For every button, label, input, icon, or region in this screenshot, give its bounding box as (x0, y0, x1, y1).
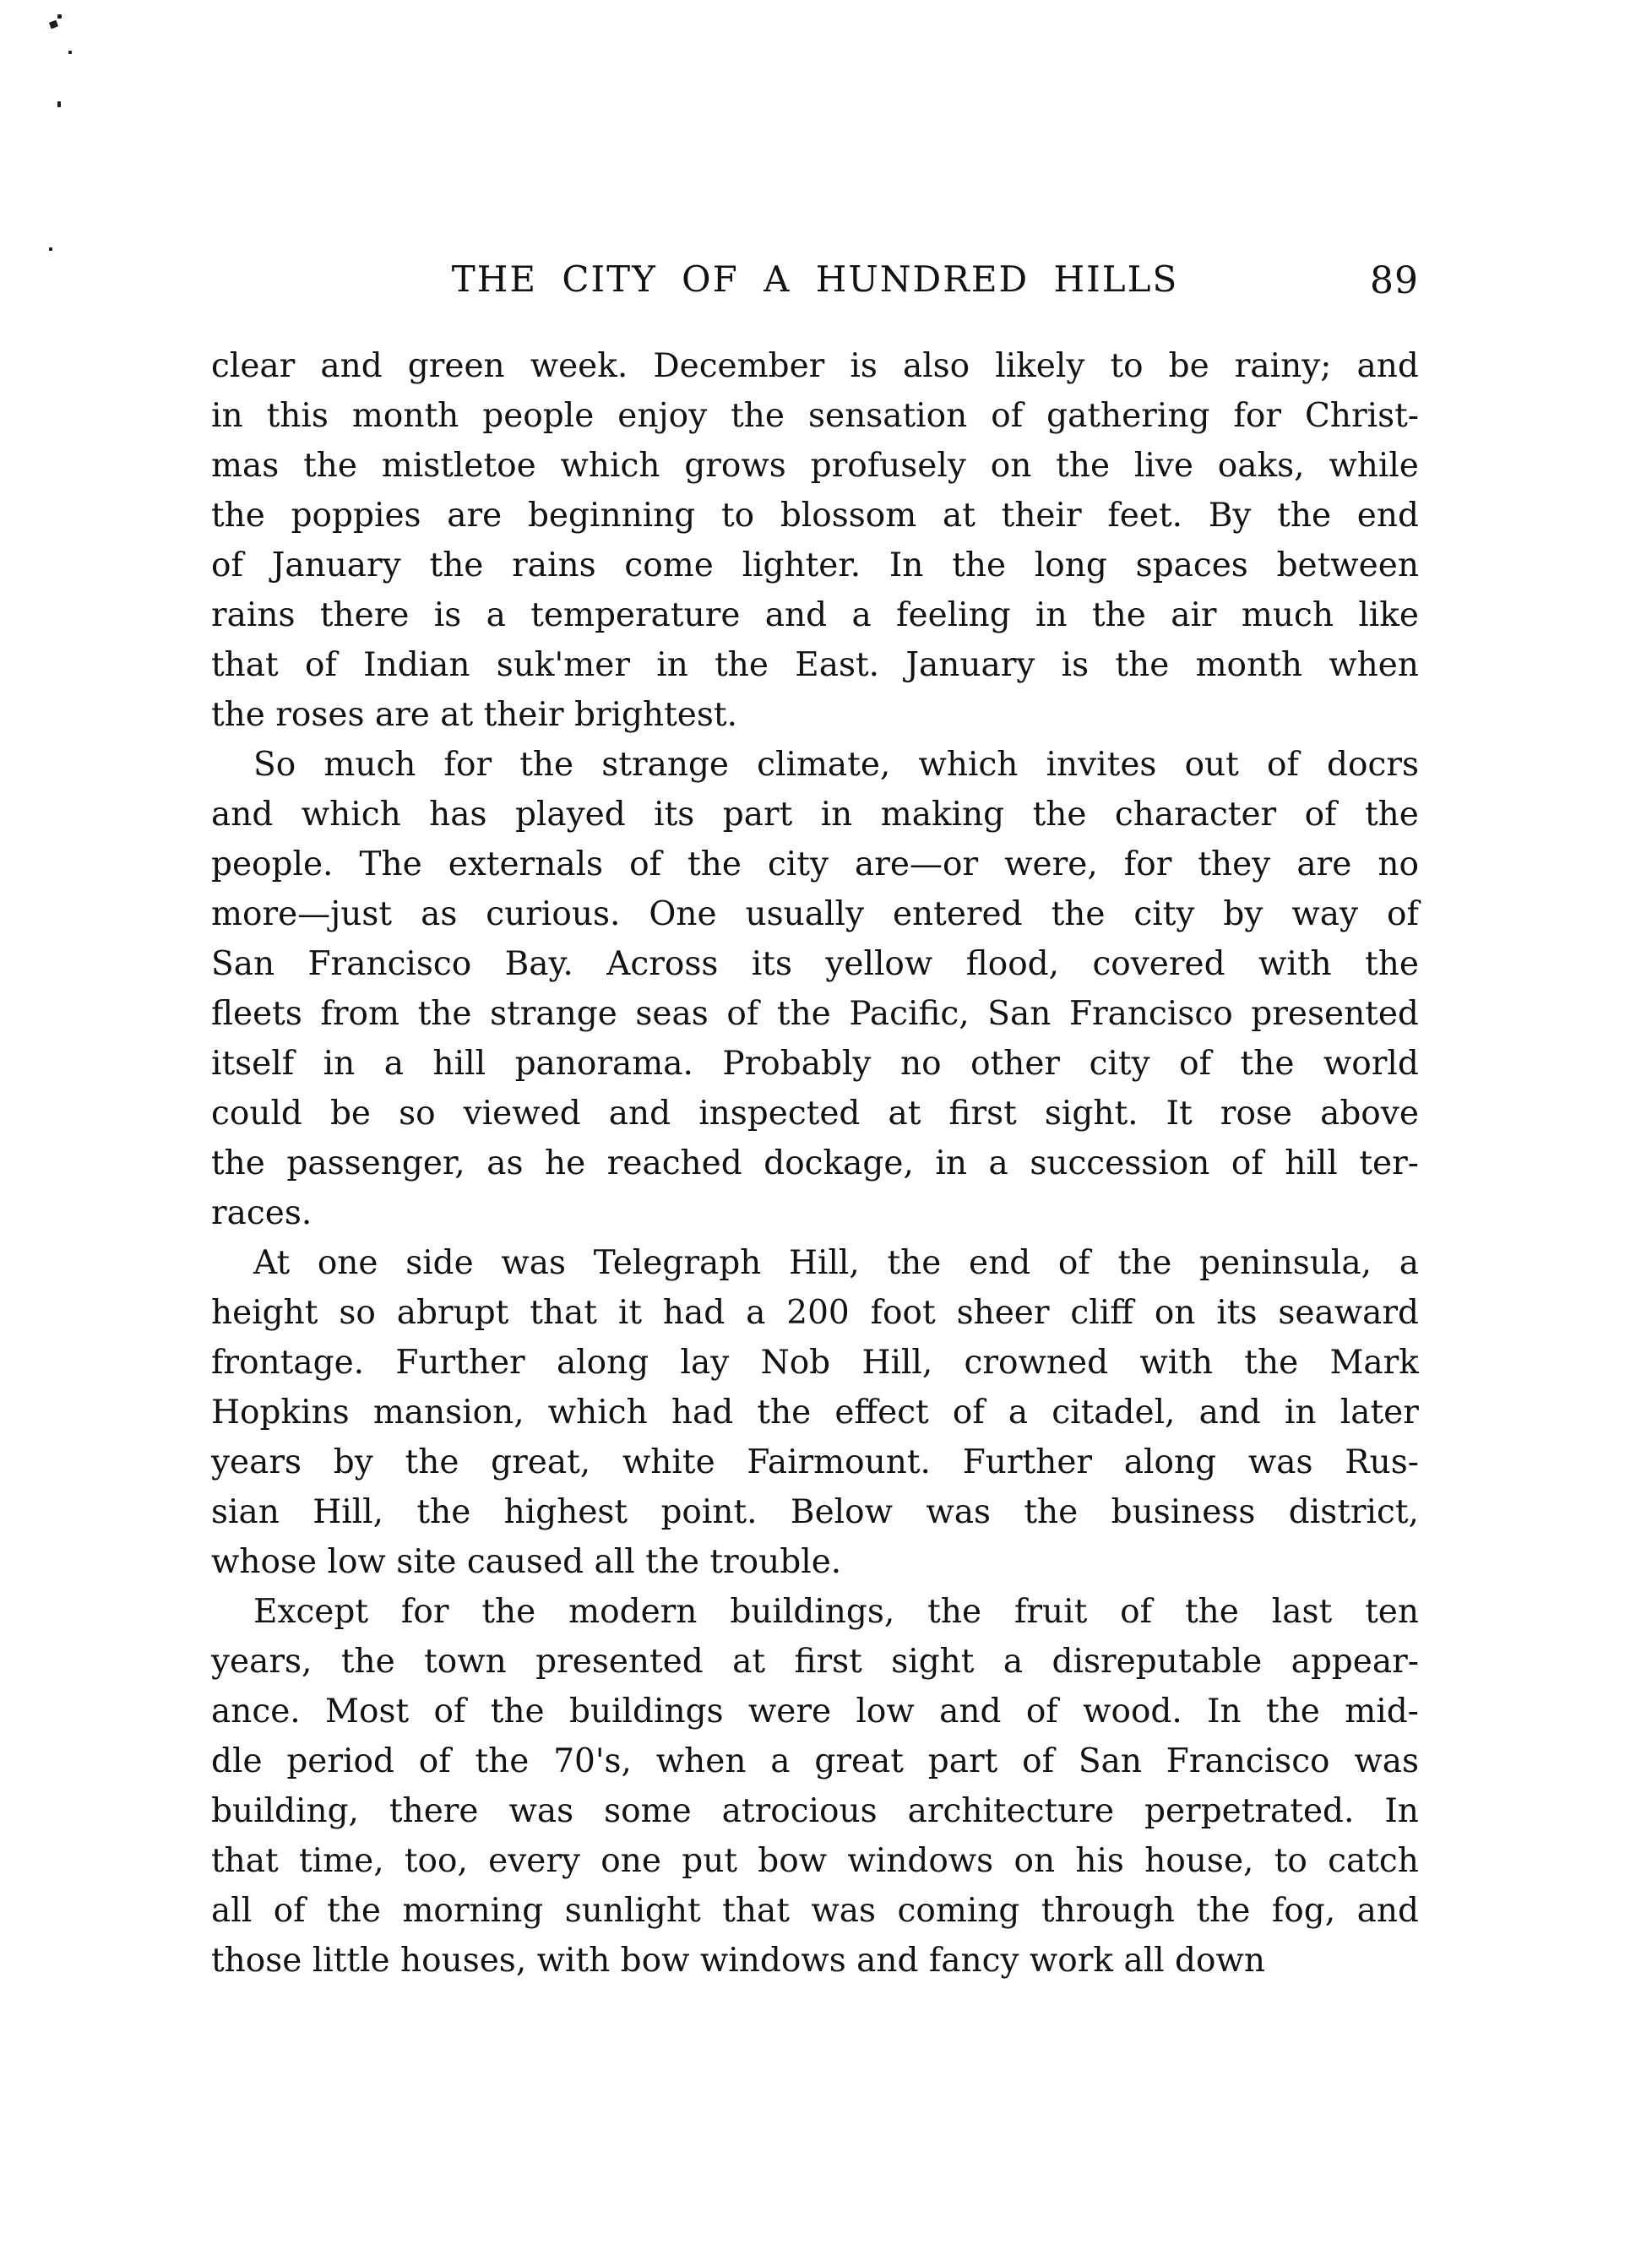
text-line: fleets from the strange seas of the Pacific, San Francisco presented (211, 995, 1419, 1033)
page-body (211, 341, 1419, 1986)
paragraph (211, 341, 1419, 740)
text-line: the passenger, as he reached dockage, in a succession of hill ter- (211, 1144, 1419, 1182)
scan-speck (49, 247, 52, 251)
scan-speck (49, 20, 58, 30)
text-line: dle period of the 70's, when a great part of San Francisco was (211, 1742, 1419, 1780)
text-line: whose low site caused all the trouble. (211, 1543, 842, 1581)
scan-speck (57, 14, 62, 19)
text-line: all of the morning sunlight that was coming through the fog, and (211, 1892, 1419, 1930)
text-line: races. (211, 1194, 312, 1232)
text-line: frontage. Further along lay Nob Hill, crowned with the Mark (211, 1344, 1419, 1382)
text-line: At one side was Telegraph Hill, the end of the peninsula, a (253, 1244, 1419, 1282)
text-line: clear and green week. December is also likely to be rainy; and (211, 347, 1419, 385)
page-header (211, 258, 1419, 301)
text-line: those little houses, with bow windows and fancy work all down (211, 1942, 1265, 1980)
page-number: 89 (1370, 259, 1419, 302)
text-line: sian Hill, the highest point. Below was the business district, (211, 1493, 1419, 1531)
text-line: and which has played its part in making the character of the (211, 796, 1419, 834)
text-line: the roses are at their brightest. (211, 696, 737, 734)
text-line: building, there was some atrocious architecture perpetrated. In (211, 1792, 1419, 1830)
paragraph (211, 740, 1419, 1238)
text-line: mas the mistletoe which grows profusely on the live oaks, while (211, 447, 1419, 485)
text-line: in this month people enjoy the sensation of gathering for Christ- (211, 397, 1419, 435)
text-line: itself in a hill panorama. Probably no other city of the world (211, 1045, 1419, 1083)
text-line: of January the rains come lighter. In the long spaces between (211, 546, 1419, 584)
text-line: rains there is a temperature and a feeling in the air much like (211, 596, 1419, 634)
scan-speck (68, 51, 72, 54)
text-line: people. The externals of the city are—or were, for they are no (211, 845, 1419, 883)
paragraph (211, 1587, 1419, 1986)
paragraph (211, 1238, 1419, 1587)
text-line: San Francisco Bay. Across its yellow flood, covered with the (211, 945, 1419, 983)
scan-speck (57, 101, 61, 107)
text-line: that time, too, every one put bow windows on his house, to catch (211, 1842, 1419, 1880)
text-line: height so abrupt that it had a 200 foot sheer cliff on its seaward (211, 1294, 1419, 1332)
text-line: Hopkins mansion, which had the effect of a citadel, and in later (211, 1394, 1419, 1432)
text-line: that of Indian suk'mer in the East. January is the month when (211, 646, 1419, 684)
text-line: years by the great, white Fairmount. Further along was Rus- (211, 1443, 1419, 1481)
text-line: the poppies are beginning to blossom at their feet. By the end (211, 497, 1419, 535)
page-content (211, 258, 1419, 1986)
page-title: THE CITY OF A HUNDRED HILLS (451, 258, 1179, 300)
text-line: could be so viewed and inspected at first sight. It rose above (211, 1095, 1419, 1133)
text-line: more—just as curious. One usually entered the city by way of (211, 895, 1419, 933)
text-line: Except for the modern buildings, the fruit of the last ten (253, 1593, 1419, 1631)
text-line: ance. Most of the buildings were low and of wood. In the mid- (211, 1693, 1419, 1731)
text-line: So much for the strange climate, which invites out of docrs (253, 746, 1419, 784)
text-line: years, the town presented at first sight a disreputable appear- (211, 1643, 1419, 1681)
